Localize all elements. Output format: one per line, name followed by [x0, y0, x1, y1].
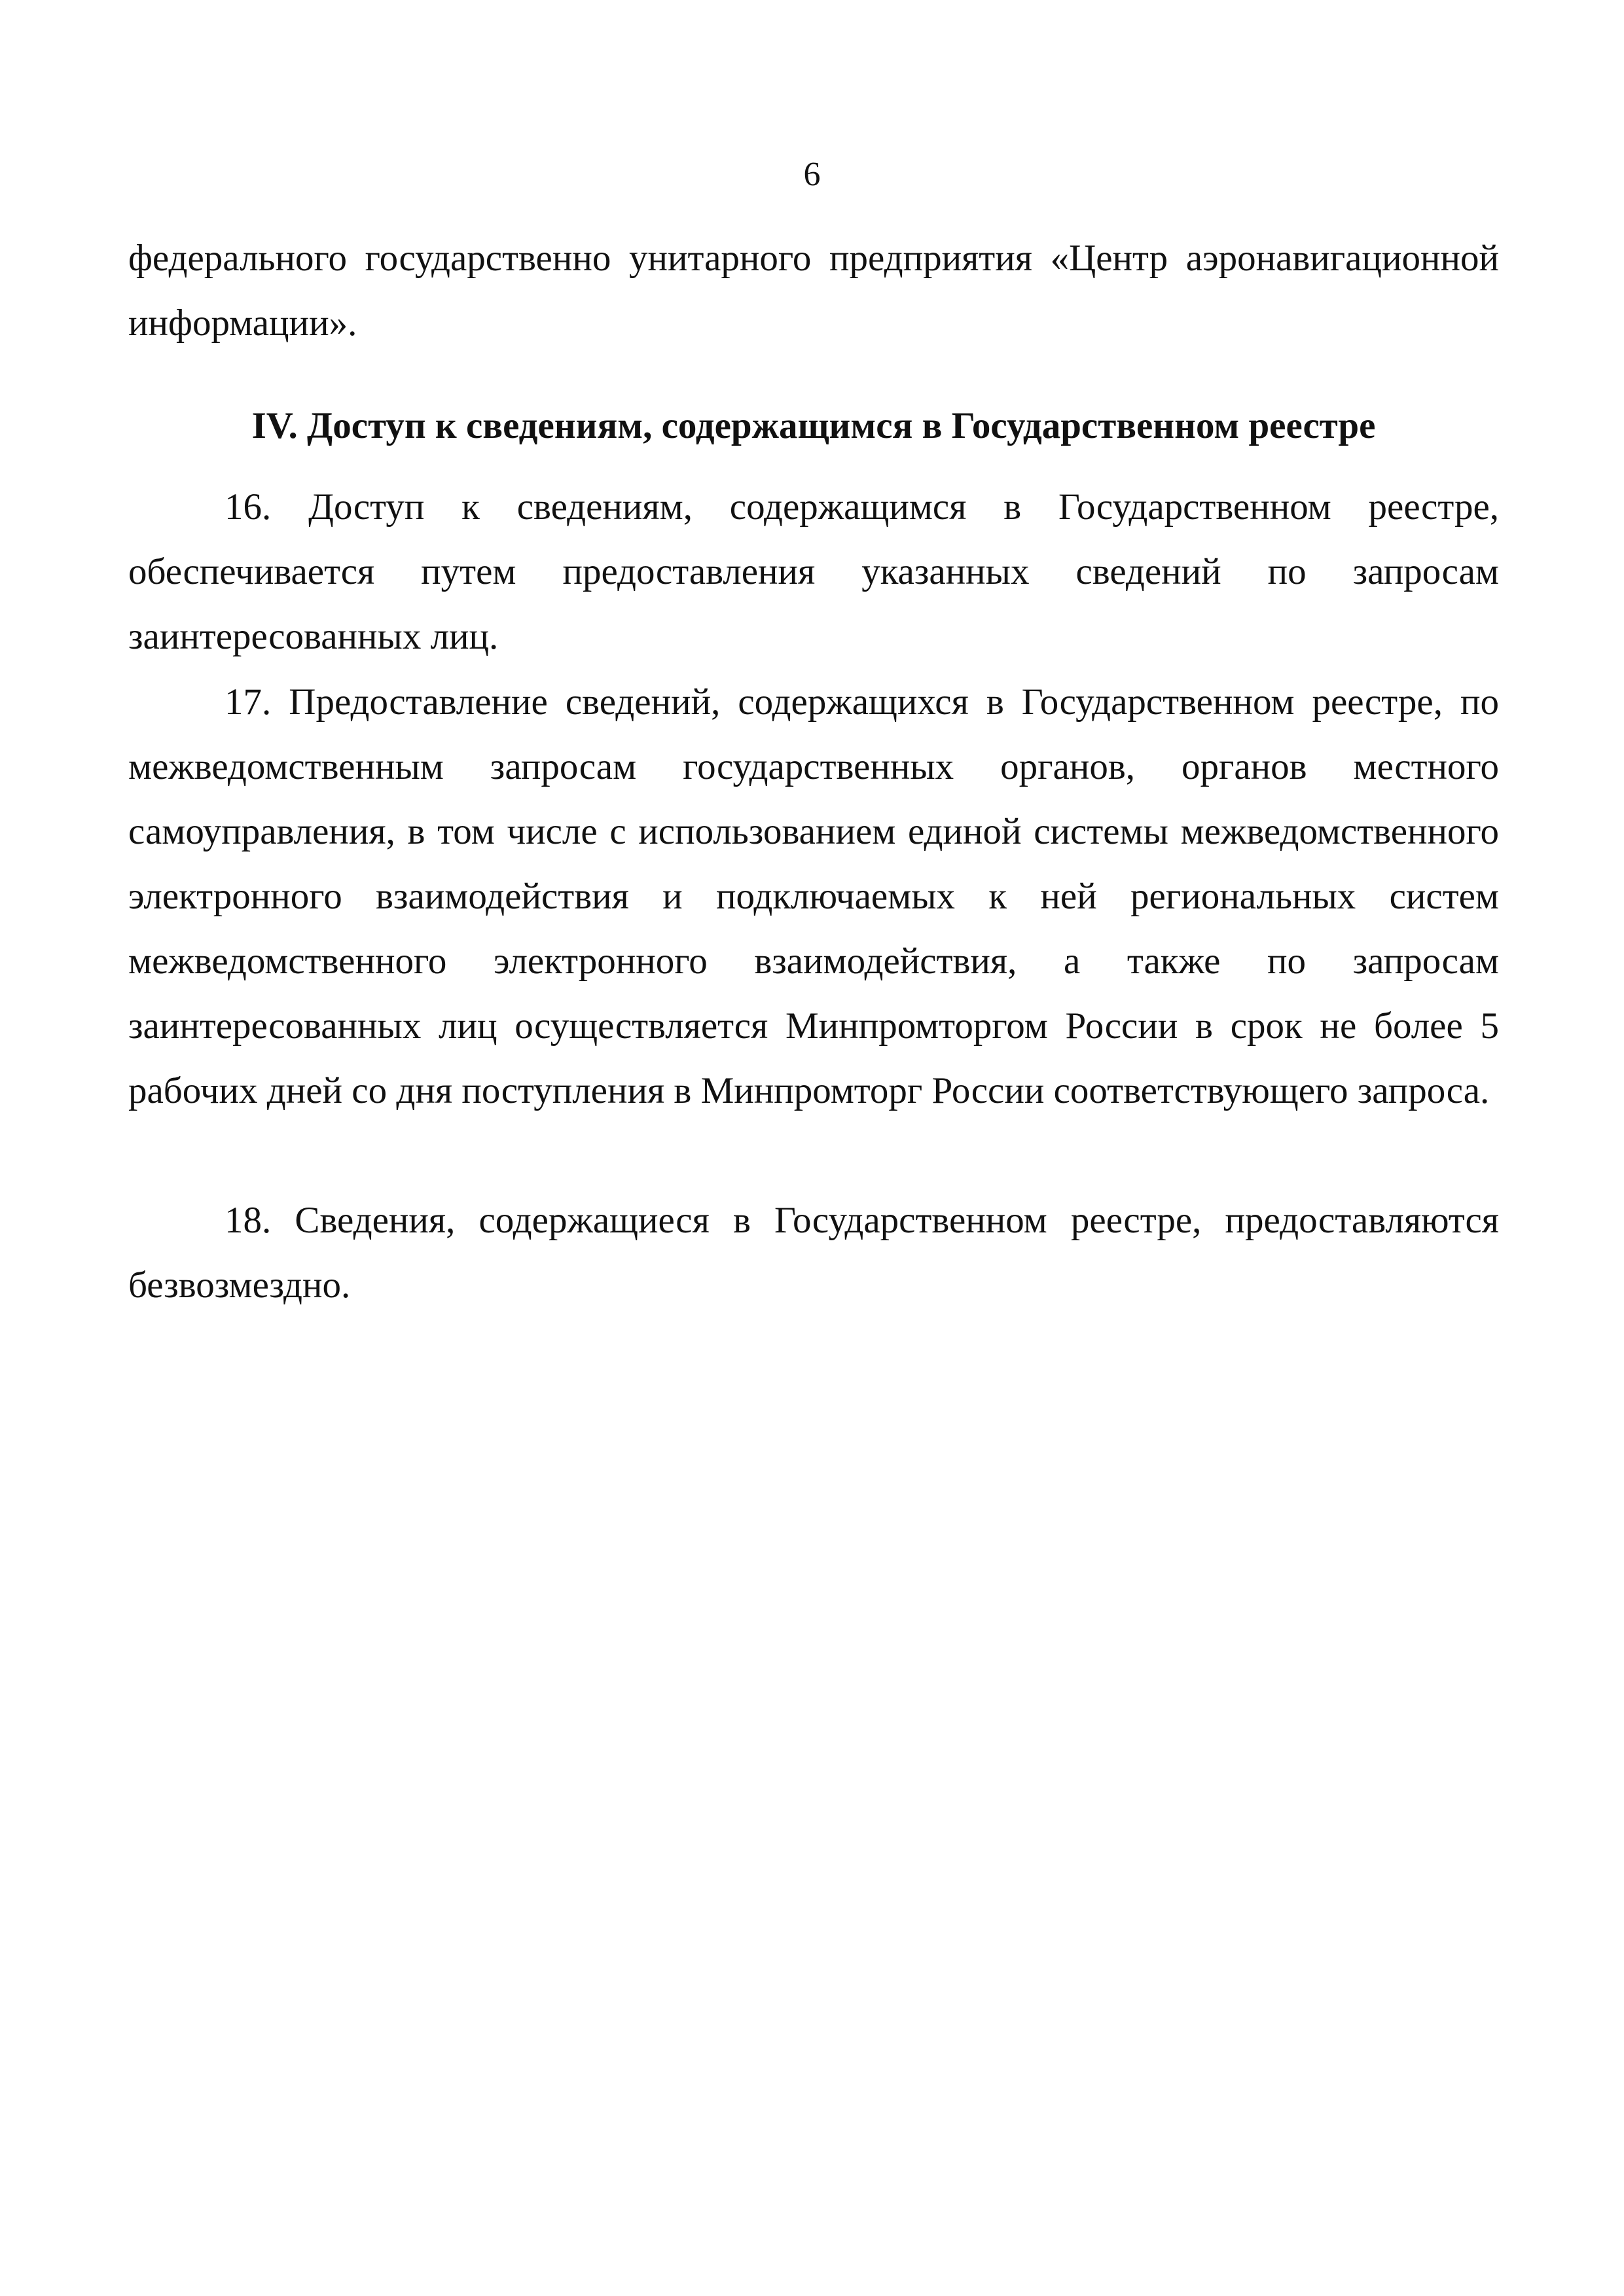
paragraph-17: 17. Предоставление сведений, содержащихся в Государственном реестре, по межведомственным запросам государственных органов, органов местного самоуправления, в том числе с использованием единой системы межведомственного электронного взаимодействия и подключаемых к ней региональных систем межведомственного электронного взаимодействия, а также по запросам заинтересованных лиц осуществляется Минпромторгом России в срок не более 5 рабочих дней со дня поступления в Минпромторг России соответствующего запроса. — [128, 681, 1499, 1111]
continuation-paragraph: федерального государственно унитарного предприятия «Центр аэронавигационной информации». — [128, 238, 1499, 344]
paragraph-18: 18. Сведения, содержащиеся в Государственном реестре, предоставляются безвозмездно. — [128, 1200, 1499, 1306]
section-heading: IV. Доступ к сведениям, содержащимся в Государственном реестре — [251, 405, 1376, 446]
paragraph-16: 16. Доступ к сведениям, содержащимся в Государственном реестре, обеспечивается путем предоставления указанных сведений по запросам заинтересованных лиц. — [128, 486, 1499, 657]
page-number: 6 — [803, 156, 821, 193]
